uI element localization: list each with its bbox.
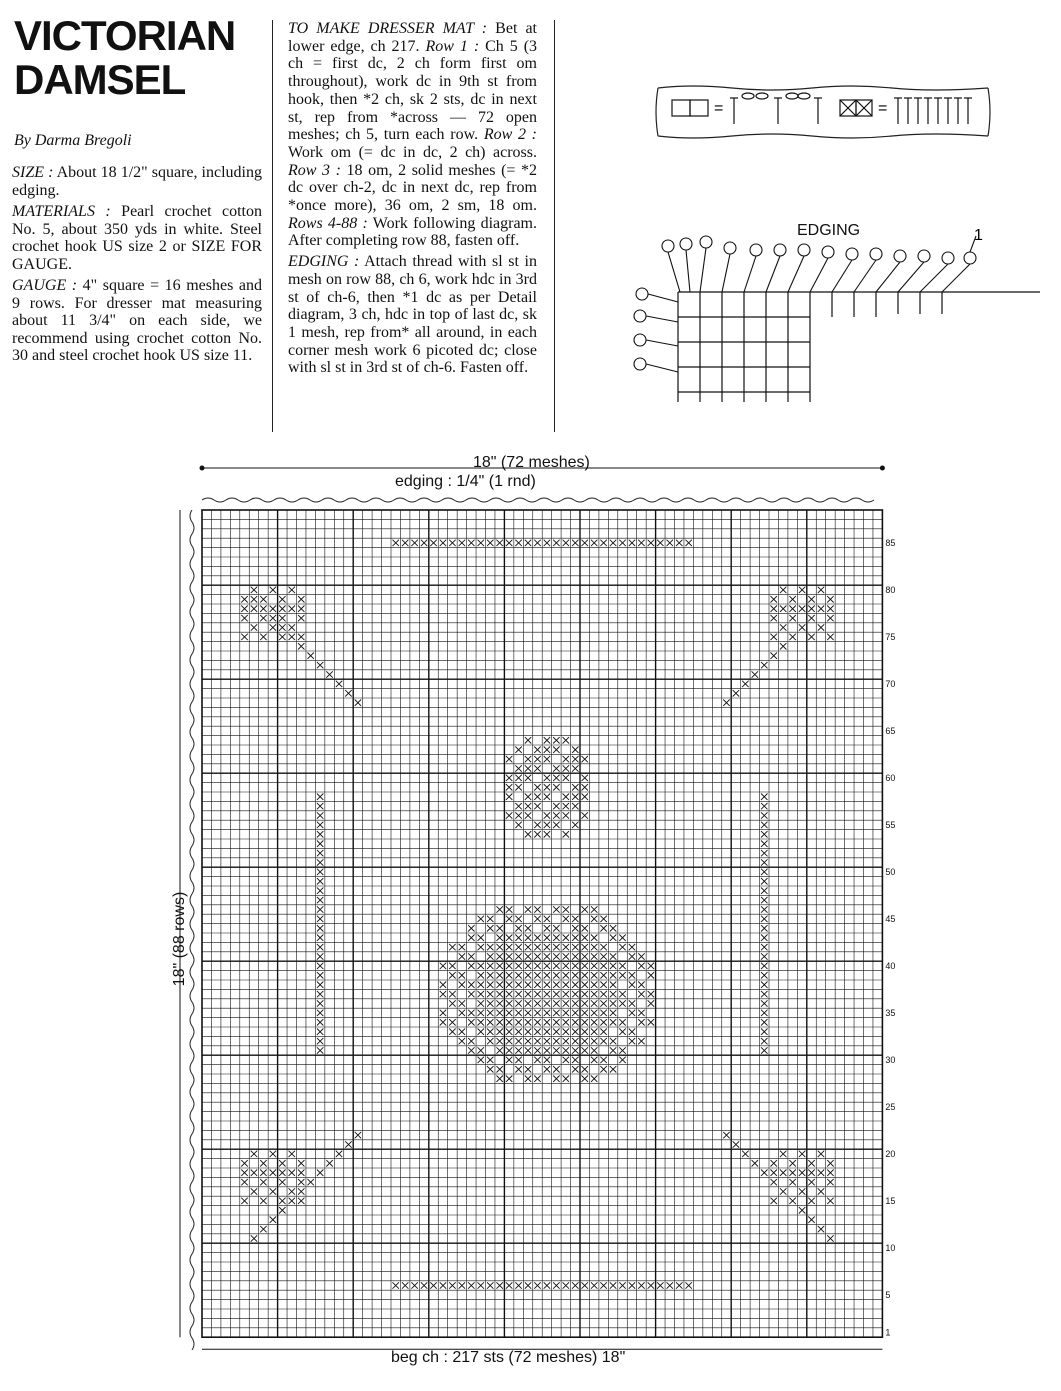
dc-group-symbol bbox=[894, 98, 972, 124]
solid-mesh-symbol bbox=[840, 100, 872, 116]
row-label: 25 bbox=[885, 1101, 896, 1112]
edging-diagram-title: EDGING bbox=[797, 222, 861, 239]
top-edging-wave bbox=[202, 498, 874, 502]
top-dimension-dot-right bbox=[880, 466, 885, 471]
row-label: 5 bbox=[885, 1289, 891, 1300]
top-dimension-dot-left bbox=[200, 466, 205, 471]
filet-chart-wrap bbox=[160, 460, 920, 1360]
open-mesh-symbol bbox=[672, 100, 708, 116]
row-label: 15 bbox=[885, 1195, 896, 1206]
left-edging-wave bbox=[190, 510, 194, 1350]
edging-dimension-label: edging : 1/4" (1 rnd) bbox=[392, 473, 539, 491]
legend-equals-2: = bbox=[878, 100, 888, 117]
row-label: 85 bbox=[885, 537, 896, 548]
row-label: 40 bbox=[885, 960, 896, 971]
filet-chart bbox=[160, 460, 920, 1360]
row-label: 1 bbox=[885, 1327, 891, 1338]
left-column bbox=[12, 164, 262, 369]
title-line-2: DAMSEL bbox=[14, 56, 186, 103]
row-label: 65 bbox=[885, 725, 896, 736]
row-label: 50 bbox=[885, 866, 896, 877]
top-dimension-label: 18" (72 meshes) bbox=[470, 454, 593, 472]
row-label: 10 bbox=[885, 1242, 896, 1253]
page-title bbox=[14, 14, 235, 102]
edging-marker-1: 1 bbox=[974, 227, 983, 244]
row-label: 70 bbox=[885, 678, 896, 689]
size-paragraph: SIZE : About 18 1/2" square, including edging. bbox=[12, 164, 262, 199]
title-line-1: VICTORIAN bbox=[14, 12, 236, 59]
row-label: 30 bbox=[885, 1054, 896, 1065]
left-dimension-label: 18" (88 rows) bbox=[171, 891, 188, 987]
column-divider-right bbox=[554, 20, 555, 432]
row-label: 35 bbox=[885, 1007, 896, 1018]
row-label: 60 bbox=[885, 772, 896, 783]
edging-paragraph: EDGING : Attach thread with sl st in mesh on row 88, ch 6, work hdc in 3rd st of ch-6, then *1 dc as per Detail diagram, 3 ch, hdc in top of last dc, sk 1 mesh, rep from* all around, in each corner mesh work 6 picoted dc; close with sl st in 3rd st of ch-6. Fasten off. bbox=[288, 253, 537, 377]
gauge-paragraph: GAUGE : 4" square = 16 meshes and 9 rows. For dresser mat measuring about 11 3/4" on each side, we recommend using crochet cotton No. 30 and steel crochet hook US size 11. bbox=[12, 277, 262, 364]
instructions-column bbox=[288, 20, 537, 380]
row-label: 80 bbox=[885, 584, 896, 595]
row-label: 75 bbox=[885, 631, 896, 642]
legend-equals-1: = bbox=[714, 100, 724, 117]
stitch-legend bbox=[652, 82, 994, 142]
column-divider bbox=[272, 20, 273, 432]
dc-chain-symbol bbox=[730, 93, 822, 124]
materials-paragraph: MATERIALS : Pearl crochet cotton No. 5, about 350 yds in white. Steel crochet hook US size 2 or SIZE FOR GAUGE. bbox=[12, 203, 263, 273]
to-make-paragraph: TO MAKE DRESSER MAT : Bet at lower edge, ch 217. Row 1 : Ch 5 (3 ch = first dc, 2 ch form first om throughout), work dc in 9th st from hook, then *2 ch, sk 2 sts, dc in next st, rep from *across — 72 open meshes; ch 5, turn each row. Row 2 : Work om (= dc in dc, 2 ch) across. Row 3 : 18 om, 2 solid meshes (= *2 dc over ch-2, dc in next dc, rep from *once more), 36 om, 2 sm, 18 om. Rows 4-88 : Work following diagram. After completing row 88, fasten off. bbox=[288, 20, 538, 250]
bottom-dimension-label: beg ch : 217 sts (72 meshes) 18" bbox=[388, 1349, 628, 1367]
byline: By Darma Bregoli bbox=[14, 132, 132, 149]
row-label: 45 bbox=[885, 913, 896, 924]
row-label: 55 bbox=[885, 819, 896, 830]
edging-detail-diagram bbox=[630, 222, 1040, 402]
row-label: 20 bbox=[885, 1148, 896, 1159]
